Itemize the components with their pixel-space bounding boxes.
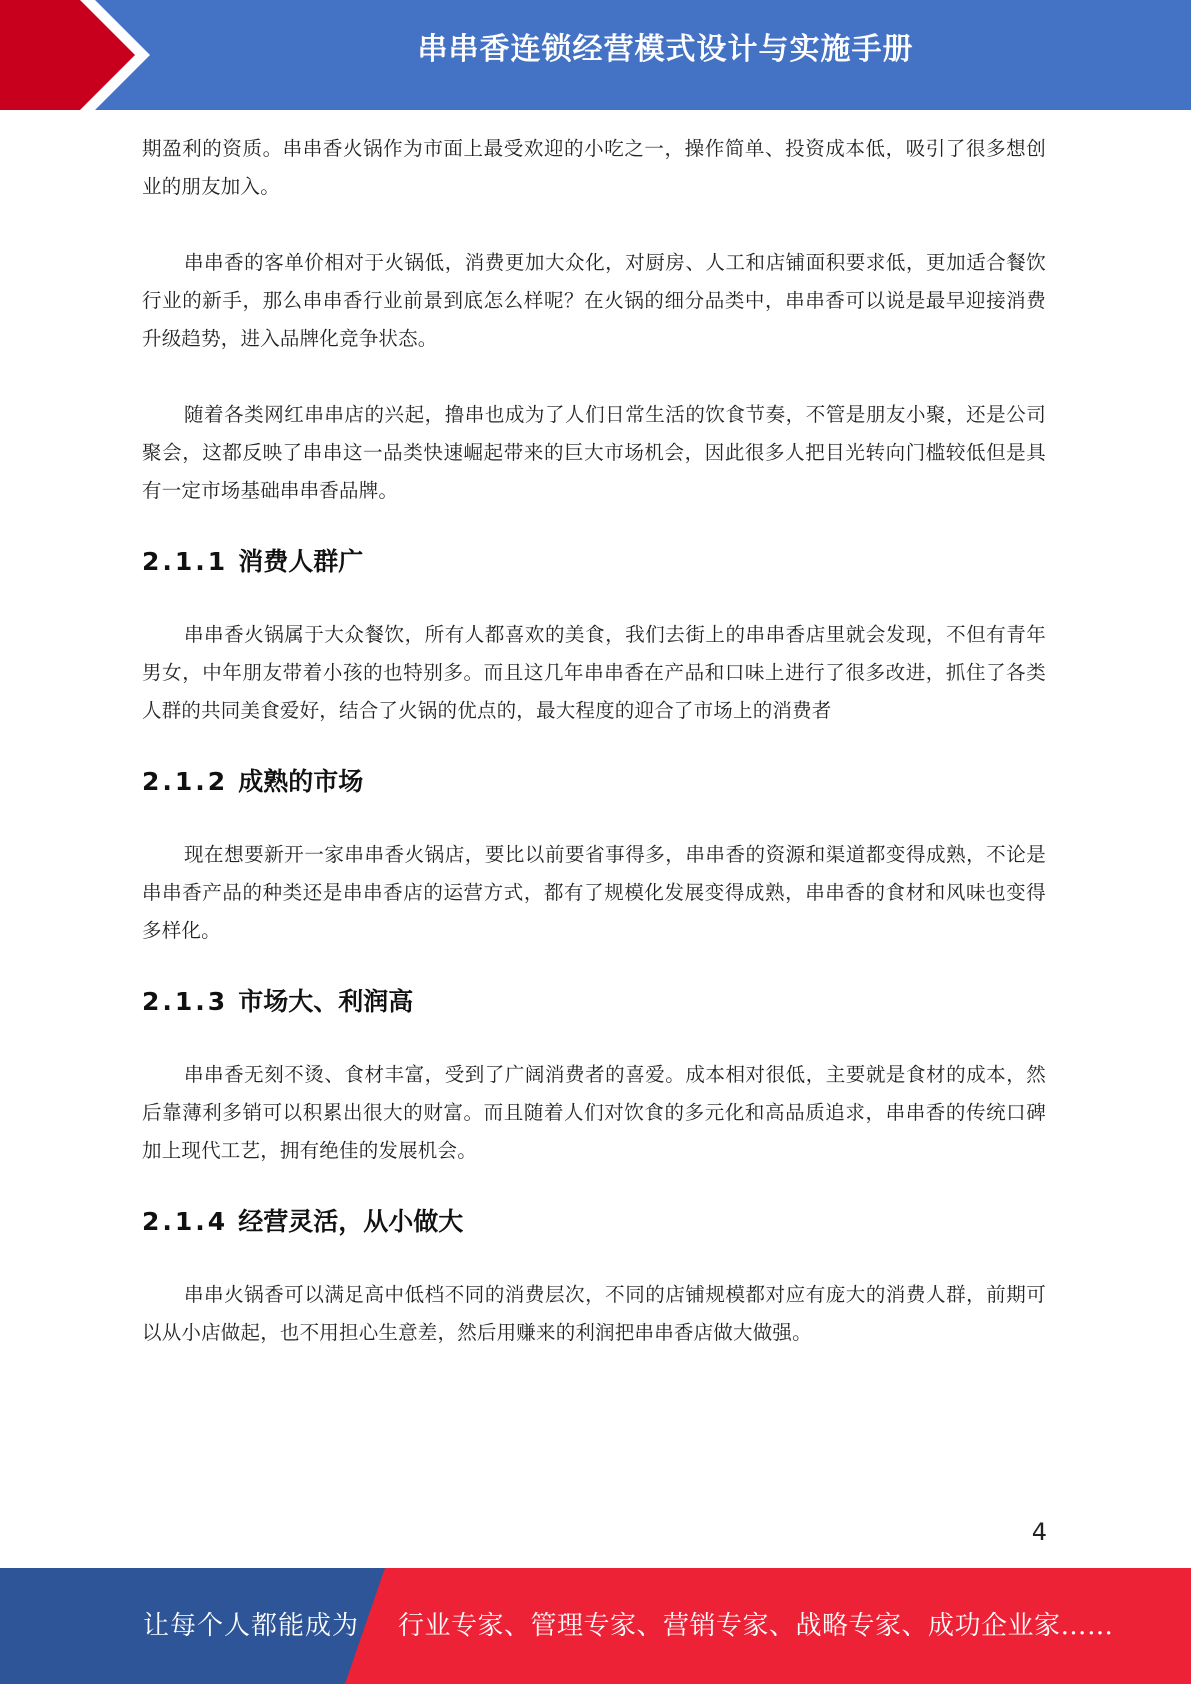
section-title: 市场大、利润高 [238,987,414,1016]
paragraph-trend: 随着各类网红串串店的兴起，撸串也成为了人们日常生活的饮食节奏，不管是朋友小聚，还是公司聚会，这都反映了串串这一品类快速崛起带来的巨大市场机会，因此很多人把目光转向门槛较低但是具有一定市场基础串串香品牌。 [142,403,1046,502]
paragraph-intro-continued: 期盈利的资质。串串香火锅作为市面上最受欢迎的小吃之一，操作简单、投资成本低，吸引了很多想创业的朋友加入。 [142,137,1046,198]
section-heading [142,542,1046,582]
section-body: 串串香火锅属于大众餐饮，所有人都喜欢的美食，我们去街上的串串香店里就会发现，不但有青年男女，中年朋友带着小孩的也特别多。而且这几年串串香在产品和口味上进行了很多改进，抓住了各类人群的共同美食爱好，结合了火锅的优点的，最大程度的迎合了市场上的消费者 [142,623,1046,722]
page-header [0,0,1191,110]
section-body: 串串火锅香可以满足高中低档不同的消费层次，不同的店铺规模都对应有庞大的消费人群，前期可以从小店做起，也不用担心生意差，然后用赚来的利润把串串香店做大做强。 [142,1283,1046,1344]
header-chevron-arrow [0,0,140,110]
paragraph-price: 串串香的客单价相对于火锅低，消费更加大众化，对厨房、人工和店铺面积要求低，更加适合餐饮行业的新手，那么串串香行业前景到底怎么样呢？在火锅的细分品类中，串串香可以说是最早迎接消费升级趋势，进入品牌化竞争状态。 [142,251,1046,350]
section-body: 现在想要新开一家串串香火锅店，要比以前要省事得多，串串香的资源和渠道都变得成熟，不论是串串香产品的种类还是串串香店的运营方式，都有了规模化发展变得成熟，串串香的食材和风味也变得多样化。 [142,843,1046,942]
section-number: 2.1.4 [142,1207,229,1236]
section-number: 2.1.1 [142,547,229,576]
section-heading [142,982,1046,1022]
page-footer [0,1568,1191,1684]
section-body: 串串香无刻不烫、食材丰富，受到了广阔消费者的喜爱。成本相对很低，主要就是食材的成本，然后靠薄利多销可以积累出很大的财富。而且随着人们对饮食的多元化和高品质追求，串串香的传统口碑加上现代工艺，拥有绝佳的发展机会。 [142,1063,1046,1162]
section-title: 成熟的市场 [238,767,364,796]
section-title: 经营灵活，从小做大 [238,1207,464,1236]
section-heading [142,1202,1046,1242]
section-heading [142,762,1046,802]
section-number: 2.1.2 [142,767,229,796]
document-title: 串串香连锁经营模式设计与实施手册 [417,32,914,67]
page-number: 4 [1031,1518,1047,1546]
footer-slogan-right: 行业专家、管理专家、营销专家、战略专家、成功企业家…… [398,1611,1114,1641]
footer-slogan-left: 让每个人都能成为 [143,1611,360,1641]
page-content [142,130,1046,1352]
section-number: 2.1.3 [142,987,229,1016]
section-title: 消费人群广 [238,547,364,576]
